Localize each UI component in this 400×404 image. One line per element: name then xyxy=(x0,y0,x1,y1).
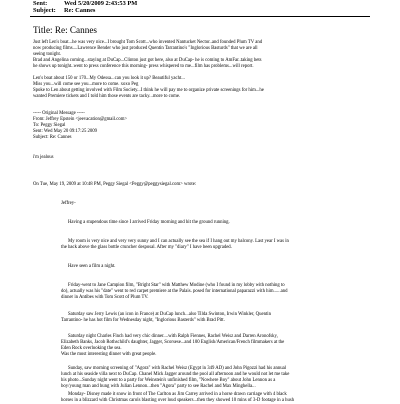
reply-line: Brad and Angelina coming...staying at DuCap...Clinton just got here, also at DuCap- he is coming to AmFar..taking bets xyxy=(33,58,262,63)
header-divider xyxy=(30,16,370,17)
paragraph-line: Saturday saw Jerry Lewis (an icon in France) at DuCap lunch...also Tilda Swinton, Irwin Winkler, Quentin xyxy=(68,312,271,317)
reply-line: Just left Len's boat...he was very nice...I brought Tom Scott...who invented Nantucket Nector..and founded Plum TV and xyxy=(33,40,263,45)
paragraph-line: My room is very nice and very very sunny and I can actually see the sea if I hang out my balcony. Last year I was in xyxy=(68,239,289,244)
page-title: Title: Re: Cannes xyxy=(33,25,97,35)
subject-value: Re: Cannes xyxy=(64,7,96,14)
reply-line: Miss you...will come see you...more to come. xoxo Peg xyxy=(33,82,139,87)
paragraph-line: Have seen a film a night. xyxy=(68,264,116,269)
reply-line: Len's boat about 150 or 170...My Odessa...can you look it up? Beautiful yacht... xyxy=(33,76,185,81)
paragraph-line: dinner in Antibes with Tom Scott of Plum TV. xyxy=(61,295,149,300)
paragraph-line: his photo...Sunday night went to a party for Weinstein's unfinished film, "Nowhere Boy" about John Lennon as a xyxy=(61,378,276,383)
paragraph-line: Elizabeth Banks, Jacob Rothschild's daughter, Jagger, Scorsese...and 100 English/American/French filmmakers at the xyxy=(61,340,285,345)
sent-header-row xyxy=(33,0,137,7)
paragraph-line: Eden Rock overlooking the sea. xyxy=(61,346,122,351)
quote-intro: On Tue, May 19, 2009 at 10:48 PM, Peggy Siegal <Peggy@peggysiegal.com> wrote: xyxy=(33,182,197,187)
salutation: Jeffrey- xyxy=(61,201,76,206)
paragraph-line: Having a stupendous time since I arrived Friday morning and hit the ground running. xyxy=(68,220,230,225)
subject-label: Subject: xyxy=(33,7,56,14)
original-header-line: To: Peggy Siegal xyxy=(33,123,66,128)
paragraph-line: Friday-went to Jane Campion film, "Bright Star" with Matthew Modine (who I found in my lobby with nothing to xyxy=(68,283,285,288)
paragraph-line: Sunday, saw morning screening of "Agora" with Rachel Weisz (Egypt in 349 AD) and John Pigozzi had his annual xyxy=(68,366,286,371)
reply-line: he shows up tonight..went to press conference this morning- press whispered to me...film has problems...will report. xyxy=(33,64,254,69)
original-header-line: Subject: Re: Cannes xyxy=(33,135,72,140)
paragraph-line: Saturday night Charles Finch had very chic dinner....with Ralph Fiennes, Rachel Weisz and Darren Aronofsky, xyxy=(68,334,278,339)
original-header-line: ----- Original Message ----- xyxy=(33,111,85,116)
paragraph-line: Monday- Disney made it snow in front of The Carlton as Jim Carrey arrived in a horse drawn carriage with 4 black xyxy=(68,392,287,397)
paragraph-line: lunch at his seaside villa next to DuCap. Chanel Mick Jagger around the pool all afternoon and he would not let me take xyxy=(61,372,290,377)
sent-label: Sent: xyxy=(33,0,48,7)
paragraph-line: horses in a blizzard with Christmas carols blasting over loud speakers...then they showed 10 mins of 3-D footage in a hush xyxy=(61,398,295,403)
reply-line: now producing films....Lawrence Bender who just produced Quentin Tarrantino's "Inglorious Basturds" that we are all xyxy=(33,46,258,51)
paragraph-line: the back above the glass bottle cruncher desposal. After my "diary" I have been upgraded. xyxy=(61,245,232,250)
original-header-line: Sent: Wed May 20 09:17:25 2009 xyxy=(33,129,98,134)
paragraph-line: boy/young man and hung with Julian Lennon...then "Agora" party to see Rachel and Max Minghella... xyxy=(61,384,256,389)
paragraph-line: Tarrantino- he has hot film for Wednesday night, "Inglorious Basterds" with Brad Pitt. xyxy=(61,318,225,323)
reply-line: wanted Premiere tickets and I told him those events are tacky...more to come. xyxy=(33,94,181,99)
reply-line: seeing tonight. xyxy=(33,52,61,57)
subject-header-row xyxy=(33,7,95,14)
reply-line: Spoke to Len about getting involved with Film Society...I think he will pay me to organize private screenings for him...he xyxy=(33,88,264,93)
original-header-line: From: Jeffrey Epstein <jeevacation@gmail.com> xyxy=(33,117,128,122)
sent-value: Wed 5/20/2009 2:43:53 PM xyxy=(64,0,138,7)
jealous-line: i'm jealous xyxy=(33,155,54,160)
paragraph-line: Was the most interesting dinner with great people. xyxy=(61,352,157,357)
paragraph-line: do), actually was his "date" went to red carpet premiere at the Palais. posed for international paparazzi with him......and xyxy=(61,289,288,294)
